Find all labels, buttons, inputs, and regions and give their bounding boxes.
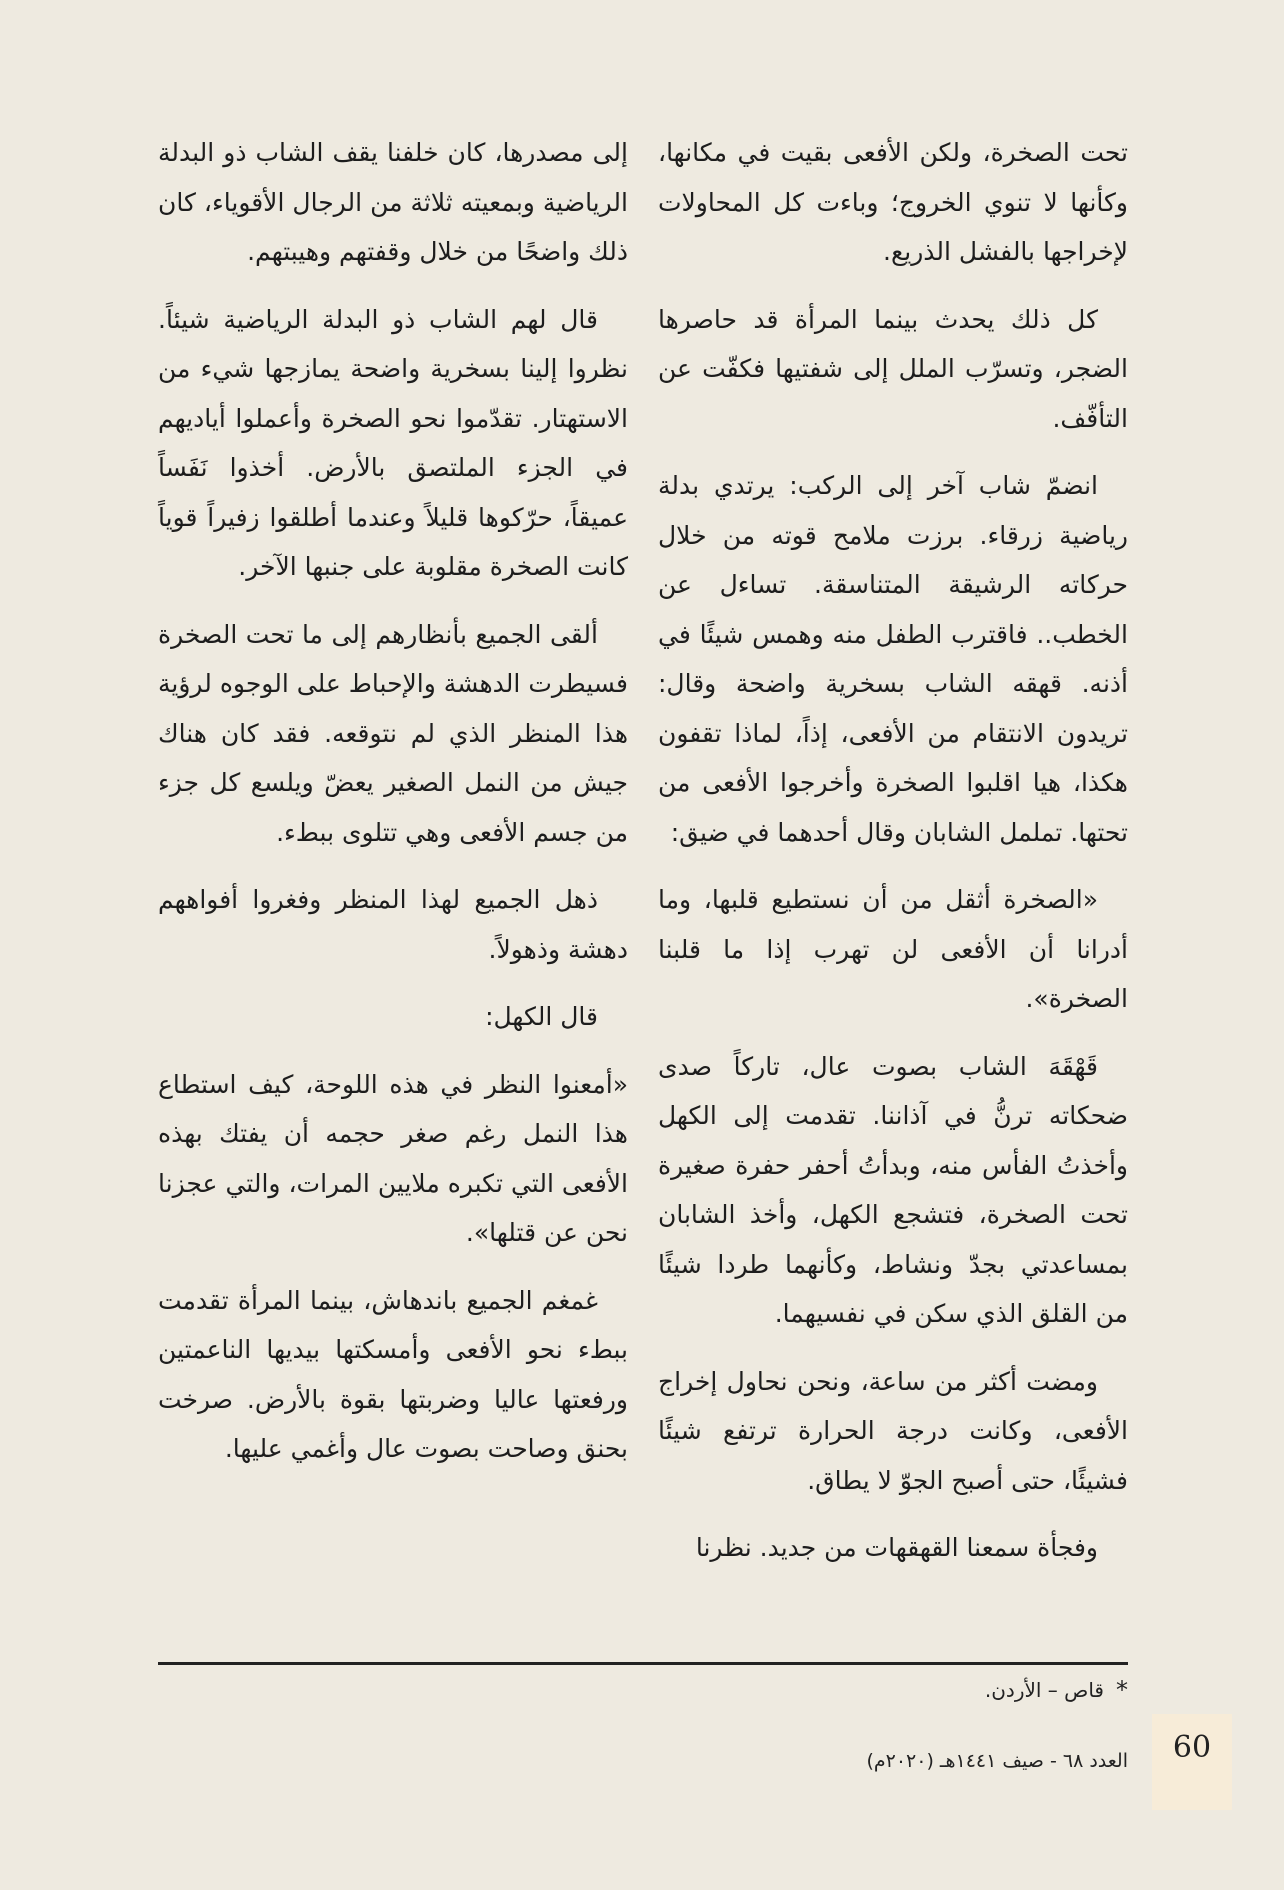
paragraph: وفجأة سمعنا القهقهات من جديد. نظرنا <box>695 1533 1098 1562</box>
paragraph: «أمعنوا النظر في هذه اللوحة، كيف استطاع هذا النمل رغم صغر حجمه أن يفتك بهذه الأفعى التي تكبره ملايين المرات، والتي عجزنا نحن عن قتلها». <box>158 1069 628 1247</box>
paragraph: ومضت أكثر من ساعة، ونحن نحاول إخراج الأفعى، وكانت درجة الحرارة ترتفع شيئًا فشيئًا، حتى أصبح الجوّ لا يطاق. <box>658 1366 1128 1495</box>
paragraph: ألقى الجميع بأنظارهم إلى ما تحت الصخرة فسيطرت الدهشة والإحباط على الوجوه لرؤية هذا المنظر الذي لم نتوقعه. فقد كان هناك جيش من النمل الصغير يعضّ ويلسع كل جزء من جسم الأفعى وهي تتلوى ببطء. <box>158 619 628 847</box>
footnote <box>985 1676 1128 1704</box>
text-column-left <box>158 128 628 1492</box>
text-column-right <box>658 128 1128 1591</box>
paragraph: قَهْقَهَ الشاب بصوت عال، تاركاً صدى ضحكاته ترنُّ في آذاننا. تقدمت إلى الكهل وأخذتُ الفأس منه، وبدأتُ أحفر حفرة صغيرة تحت الصخرة، فتشجع الكهل، وأخذ الشابان بمساعدتي بجدّ ونشاط، وكأنهما طردا شيئًا من القلق الذي سكن في نفسيهما. <box>658 1051 1128 1328</box>
paragraph: «الصخرة أثقل من أن نستطيع قلبها، وما أدرانا أن الأفعى لن تهرب إذا ما قلبنا الصخرة». <box>658 885 1128 1013</box>
paragraph: ذهل الجميع لهذا المنظر وفغروا أفواههم دهشة وذهولاً. <box>158 885 628 964</box>
paragraph: إلى مصدرها، كان خلفنا يقف الشاب ذو البدلة الرياضية وبمعيته ثلاثة من الرجال الأقوياء، كان ذلك واضحًا من خلال وقفتهم وهيبتهم. <box>158 138 628 266</box>
paragraph: انضمّ شاب آخر إلى الركب: يرتدي بدلة رياضية زرقاء. برزت ملامح قوته من خلال حركاته الرشيقة المتناسقة. تساءل عن الخطب.. فاقترب الطفل منه وهمس شيئًا في أذنه. قهقه الشاب بسخرية واضحة وقال: تريدون الانتقام من الأفعى، إذاً، لماذا تقفون هكذا، هيا اقلبوا الصخرة وأخرجوا الأفعى من تحتها. تململ الشابان وقال أحدهما في ضيق: <box>658 471 1128 847</box>
footnote-divider <box>158 1662 1128 1665</box>
paragraph: قال لهم الشاب ذو البدلة الرياضية شيئاً. نظروا إلينا بسخرية واضحة يمازجها شيء من الاستهتار. تقدّموا نحو الصخرة وأعملوا أياديهم في الجزء الملتصق بالأرض. أخذوا نَفَساً عميقاً، حرّكوها قليلاً وعندما أطلقوا زفيراً قوياً كانت الصخرة مقلوبة على جنبها الآخر. <box>158 304 628 581</box>
paragraph: كل ذلك يحدث بينما المرأة قد حاصرها الضجر، وتسرّب الملل إلى شفتيها فكفّت عن التأفّف. <box>658 304 1128 433</box>
paragraph: غمغم الجميع باندهاش، بينما المرأة تقدمت ببطء نحو الأفعى وأمسكتها بيديها الناعمتين ورفعتها عاليا وضربتها بقوة بالأرض. صرخت بحنق وصاحت بصوت عال وأغمي عليها. <box>158 1285 628 1463</box>
issue-folio: العدد ٦٨ - صيف ١٤٤١هـ (٢٠٢٠م) <box>866 1750 1128 1772</box>
paragraph: تحت الصخرة، ولكن الأفعى بقيت في مكانها، وكأنها لا تنوي الخروج؛ وباءت كل المحاولات لإخراجها بالفشل الذريع. <box>658 138 1128 266</box>
footnote-text: قاص – الأردن. <box>984 1678 1104 1702</box>
paragraph: قال الكهل: <box>485 1002 598 1031</box>
page-number: 60 <box>1172 1730 1212 1765</box>
footnote-marker: * <box>1116 1676 1128 1704</box>
